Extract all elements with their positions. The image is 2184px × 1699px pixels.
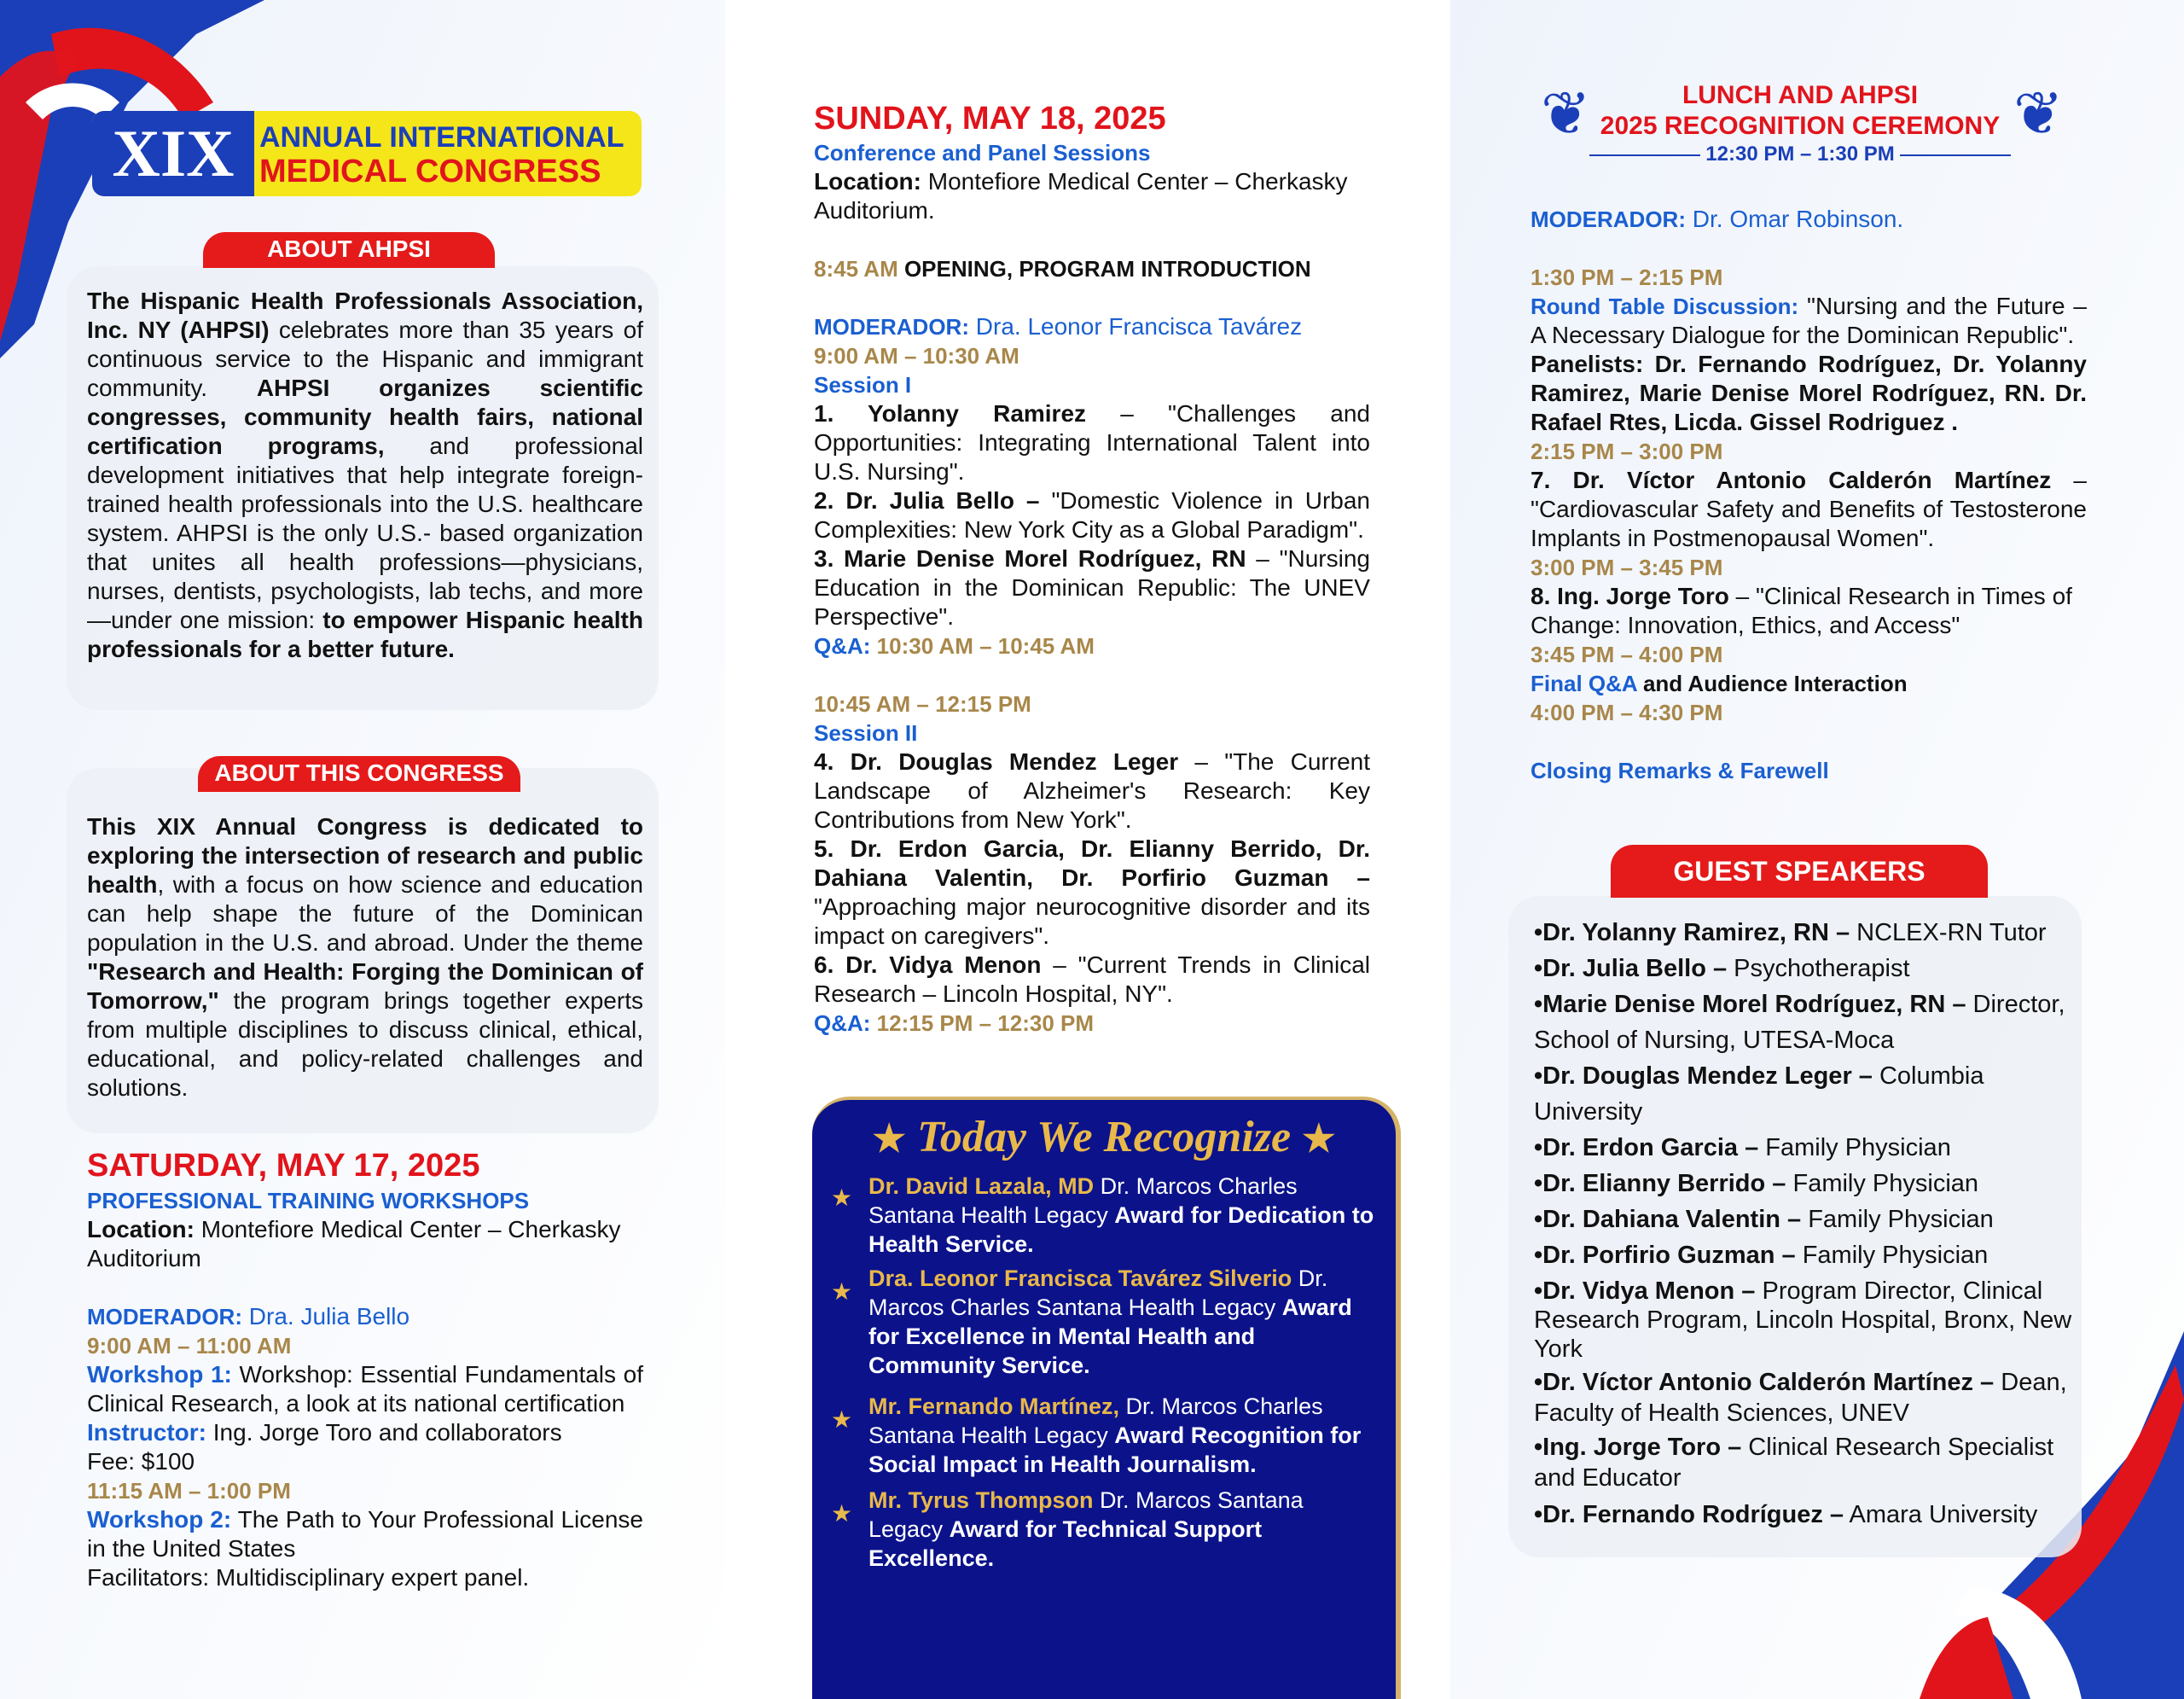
saturday-subtitle: PROFESSIONAL TRAINING WORKSHOPS	[87, 1188, 530, 1213]
about-text-2: and professional development initiatives that help integrate foreign-trained health professionals into the U.S. healthcare system. AHPSI is the only U.S.- based organization that unites all health professions—physicians, nurses, dentists, psychologists, lab techs, and more—under one mission:	[87, 433, 643, 633]
sunday-location-label: Location:	[814, 168, 921, 195]
guest-role: Dean, Faculty of Health Sciences, UNEV	[1534, 1369, 2067, 1427]
session-2-time: 10:45 AM – 12:15 PM	[814, 691, 1031, 717]
about-congress-text	[87, 812, 643, 1103]
list-item	[1534, 951, 2080, 986]
guest-role: Family Physician	[1786, 1170, 1979, 1197]
honoree-name: Dra. Leonor Francisca Tavárez Silverio	[868, 1266, 1292, 1291]
guest-role: Family Physician	[1758, 1134, 1951, 1161]
about-congress-heading: ABOUT THIS CONGRESS	[198, 756, 520, 792]
star-icon: ★	[1302, 1118, 1336, 1160]
banner-line-2: MEDICAL CONGRESS	[259, 154, 601, 189]
honoree-award: Award for Dedication to Health Service.	[868, 1202, 1374, 1257]
recognition-box	[812, 1097, 1401, 1699]
congress-text-bold-1: This XIX Annual Congress is dedicated to exploring the intersection of research and public health	[87, 813, 643, 898]
guest-role: Family Physician	[1795, 1242, 1989, 1269]
honoree-award: Award Recognition for Social Impact in Health Journalism.	[868, 1423, 1362, 1477]
saturday-time-2: 11:15 AM – 1:00 PM	[87, 1478, 291, 1504]
guest-name: •Dr. Douglas Mendez Leger –	[1534, 1062, 1873, 1090]
sunday-date: SUNDAY, MAY 18, 2025	[814, 101, 1166, 137]
workshop-2-label: Workshop 2:	[87, 1506, 232, 1533]
congress-text-1: , with a focus on how science and education can help shape the future of the Dominican population in the U.S. and abroad. Under the theme	[87, 871, 643, 956]
list-item	[1534, 986, 2080, 1058]
honoree-legacy: Dr. Marcos Charles Santana Health Legacy	[868, 1266, 1328, 1320]
closing-time: 4:00 PM – 4:30 PM	[1531, 700, 1723, 725]
guest-role: Director, School of Nursing, UTESA-Moca	[1534, 991, 2065, 1054]
talk-8-speaker: 8. Ing. Jorge Toro	[1531, 583, 1729, 609]
talk-7-speaker: 7. Dr. Víctor Antonio Calderón Martínez	[1531, 467, 2052, 493]
guest-name: •Dr. Fernando Rodríguez –	[1534, 1501, 1844, 1528]
saturday-moderator-label: MODERADOR:	[87, 1304, 242, 1330]
sunday-moderator-label: MODERADOR:	[814, 314, 969, 340]
round-table-text: "Nursing and the Future – A Necessary Dialogue for the Dominican Republic".	[1531, 293, 2087, 348]
recognition-item	[868, 1392, 1380, 1479]
talk-8-title: – "Clinical Research in Times of Change: Innovation, Ethics, and Access"	[1531, 583, 2072, 638]
guest-name: •Dr. Dahiana Valentin –	[1534, 1206, 1802, 1233]
lunch-moderator-label: MODERADOR:	[1531, 207, 1686, 232]
star-icon: ★	[831, 1184, 853, 1211]
guest-name: •Dr. Porfirio Guzman –	[1534, 1242, 1796, 1269]
guest-name: •Dr. Julia Bello –	[1534, 955, 1728, 982]
guest-name: •Ing. Jorge Toro –	[1534, 1434, 1742, 1461]
about-text-1: celebrates more than 35 years of continuous service to the Hispanic and immigrant community.	[87, 317, 643, 401]
talk-7-time: 2:15 PM – 3:00 PM	[1531, 439, 1723, 464]
honoree-name: Dr. David Lazala, MD	[868, 1173, 1095, 1199]
talk-4-speaker: 4. Dr. Douglas Mendez Leger	[814, 748, 1179, 775]
about-ahpsi-text	[87, 287, 643, 664]
lunch-heading	[1536, 80, 2065, 167]
about-text-bold-2: AHPSI organizes scientific congresses, community health fairs, national certification programs,	[87, 375, 643, 459]
sunday-subtitle: Conference and Panel Sessions	[814, 140, 1151, 166]
talk-2-speaker: 2. Dr. Julia Bello –	[814, 487, 1040, 514]
final-qa-text: and Audience Interaction	[1636, 671, 1908, 696]
guest-role: Columbia University	[1534, 1062, 1984, 1126]
guest-name: •Dr. Víctor Antonio Calderón Martínez –	[1534, 1369, 1995, 1396]
guest-name: •Dr. Erdon Garcia –	[1534, 1134, 1759, 1161]
guest-name: •Dr. Elianny Berrido –	[1534, 1170, 1786, 1197]
qa-1-label: Q&A:	[814, 633, 871, 659]
banner-numeral: XIX	[92, 111, 254, 196]
list-item	[1534, 1277, 2080, 1364]
panelists-text: Panelists: Dr. Fernando Rodríguez, Dr. Yolanny Ramirez, Marie Denise Morel Rodríguez, RN. Dr. Rafael Rtes, Licda. Gissel Rodriguez .	[1531, 351, 2087, 435]
list-item	[1534, 1497, 2080, 1533]
talk-1-title: – "Challenges and Opportunities: Integrating International Talent into U.S. Nursing".	[814, 400, 1370, 485]
talk-3-speaker: 3. Marie Denise Morel Rodríguez, RN	[814, 545, 1246, 572]
talk-1-speaker: 1. Yolanny Ramirez	[814, 400, 1087, 427]
list-item	[1534, 1166, 2080, 1202]
lunch-moderator: Dr. Omar Robinson.	[1686, 206, 1904, 232]
honoree-legacy: Dr. Marcos Charles Santana Health Legacy	[868, 1173, 1298, 1228]
saturday-location-label: Location:	[87, 1216, 195, 1242]
guest-role: Amara University	[1844, 1501, 2038, 1528]
banner-line-1: ANNUAL INTERNATIONAL	[259, 121, 624, 154]
honoree-name: Mr. Fernando Martínez,	[868, 1394, 1120, 1419]
recognition-title-text: Today We Recognize	[916, 1113, 1292, 1161]
sunday-location: Montefiore Medical Center – Cherkasky Auditorium.	[814, 168, 1348, 224]
round-table-label: Round Table Discussion:	[1531, 294, 1799, 319]
opening-time: 8:45 AM	[814, 256, 898, 282]
qa-2-time: 12:15 PM – 12:30 PM	[870, 1010, 1095, 1036]
recognition-item	[868, 1172, 1380, 1259]
talk-5-title: "Approaching major neurocognitive disorder and its impact on caregivers".	[814, 893, 1370, 949]
congress-text-bold-2: "Research and Health: Forging the Dominican of Tomorrow,"	[87, 958, 643, 1014]
guest-name: •Dr. Yolanny Ramirez, RN –	[1534, 919, 1850, 946]
honoree-name: Mr. Tyrus Thompson	[868, 1487, 1094, 1513]
list-item	[1534, 915, 2080, 951]
guest-name: •Marie Denise Morel Rodríguez, RN –	[1534, 991, 1966, 1018]
about-ahpsi-heading: ABOUT AHPSI	[203, 232, 495, 268]
lunch-block	[1531, 205, 2087, 785]
saturday-location: Montefiore Medical Center – Cherkasky Auditorium	[87, 1216, 621, 1271]
session-1-label: Session I	[814, 372, 912, 398]
recognition-item	[868, 1486, 1380, 1573]
final-qa-time: 3:45 PM – 4:00 PM	[1531, 642, 1723, 667]
laurel-left-icon: ❦	[1541, 80, 1591, 147]
star-icon: ★	[831, 1500, 853, 1527]
saturday-time-1: 9:00 AM – 11:00 AM	[87, 1333, 292, 1359]
closing-text: Closing Remarks & Farewell	[1531, 758, 1829, 783]
list-item	[1534, 1202, 2080, 1237]
sunday-moderator: Dra. Leonor Francisca Tavárez	[969, 313, 1303, 340]
guest-role: Program Director, Clinical Research Program, Lincoln Hospital, Bronx, New York	[1534, 1277, 2072, 1363]
guest-name: •Dr. Vidya Menon –	[1534, 1277, 1756, 1305]
recognition-item	[868, 1264, 1380, 1380]
list-item	[1534, 1058, 2080, 1130]
guest-role: Family Physician	[1801, 1206, 1994, 1233]
guest-speakers-heading: GUEST SPEAKERS	[1611, 845, 1988, 898]
list-item	[1534, 1130, 2080, 1166]
workshop-fee: Fee: $100	[87, 1448, 195, 1475]
lunch-line-2: 2025 RECOGNITION CEREMONY	[1600, 112, 2001, 140]
round-table-time: 1:30 PM – 2:15 PM	[1531, 265, 1723, 290]
guest-speakers-list	[1534, 915, 2080, 1533]
workshop-2-text: The Path to Your Professional License in the United States	[87, 1506, 643, 1562]
talk-4-title: – "The Current Landscape of Alzheimer's Research: Key Contributions from New York".	[814, 748, 1370, 833]
star-icon: ★	[872, 1118, 906, 1160]
final-qa-label: Final Q&A	[1531, 671, 1637, 696]
qa-2-label: Q&A:	[814, 1010, 871, 1036]
saturday-moderator: Dra. Julia Bello	[242, 1303, 410, 1330]
lunch-line-1: LUNCH AND AHPSI	[1682, 81, 1919, 109]
guest-role: Clinical Research Specialist and Educator	[1534, 1434, 2054, 1492]
talk-3-title: – "Nursing Education in the Dominican Republic: The UNEV Perspective".	[814, 545, 1370, 630]
laurel-right-icon: ❦	[2013, 80, 2064, 147]
honoree-legacy: Dr. Marcos Charles Santana Health Legacy	[868, 1394, 1323, 1448]
talk-5-speaker: 5. Dr. Erdon Garcia, Dr. Elianny Berrido, Dr. Dahiana Valentin, Dr. Porfirio Guzman –	[814, 835, 1370, 891]
list-item	[1534, 1237, 2080, 1273]
talk-6-speaker: 6. Dr. Vidya Menon	[814, 951, 1042, 978]
list-item	[1534, 1367, 2080, 1428]
guest-role: NCLEX-RN Tutor	[1850, 919, 2047, 946]
talk-6-title: – "Current Trends in Clinical Research – Lincoln Hospital, NY".	[814, 951, 1370, 1007]
honoree-award: Award for Technical Support Excellence.	[868, 1516, 1263, 1571]
congress-text-2: the program brings together experts from multiple disciplines to discuss clinical, ethical, educational, and policy-related challenges and solutions.	[87, 987, 643, 1101]
instructor-label: Instructor:	[87, 1419, 206, 1446]
congress-title-banner	[92, 111, 642, 196]
talk-2-title: "Domestic Violence in Urban Complexities: New York City as a Global Paradigm".	[814, 487, 1371, 543]
recognition-title	[812, 1112, 1396, 1162]
saturday-date: SATURDAY, MAY 17, 2025	[87, 1148, 480, 1184]
honoree-award: Award for Excellence in Mental Health and Community Service.	[868, 1295, 1352, 1378]
workshop-1-text: Workshop: Essential Fundamentals of Clinical Research, a look at its national certification	[87, 1361, 643, 1417]
session-2-label: Session II	[814, 720, 918, 746]
guest-role: Psychotherapist	[1727, 955, 1910, 982]
workshop-1-label: Workshop 1:	[87, 1361, 232, 1388]
about-text-bold-1: The Hispanic Health Professionals Association, Inc. NY (AHPSI)	[87, 288, 643, 343]
about-text-bold-3: to empower Hispanic health professionals for a better future.	[87, 607, 643, 662]
qa-1-time: 10:30 AM – 10:45 AM	[870, 633, 1095, 659]
lunch-time-text: 12:30 PM – 1:30 PM	[1705, 143, 1895, 166]
instructor-text: Ing. Jorge Toro and collaborators	[206, 1419, 562, 1446]
session-1-time: 9:00 AM – 10:30 AM	[814, 343, 1019, 369]
opening-text: OPENING, PROGRAM INTRODUCTION	[897, 256, 1311, 282]
saturday-block	[87, 1186, 643, 1592]
star-icon: ★	[831, 1278, 853, 1305]
lunch-time	[1536, 142, 2065, 167]
facilitators-text: Facilitators: Multidisciplinary expert panel.	[87, 1564, 530, 1591]
talk-7-title: – "Cardiovascular Safety and Benefits of Testosterone Implants in Postmenopausal Women".	[1531, 467, 2087, 551]
list-item	[1534, 1432, 2080, 1493]
talk-8-time: 3:00 PM – 3:45 PM	[1531, 555, 1723, 580]
sunday-block	[814, 138, 1370, 1038]
star-icon: ★	[831, 1406, 853, 1433]
honoree-legacy: Dr. Marcos Santana Legacy	[868, 1487, 1304, 1542]
